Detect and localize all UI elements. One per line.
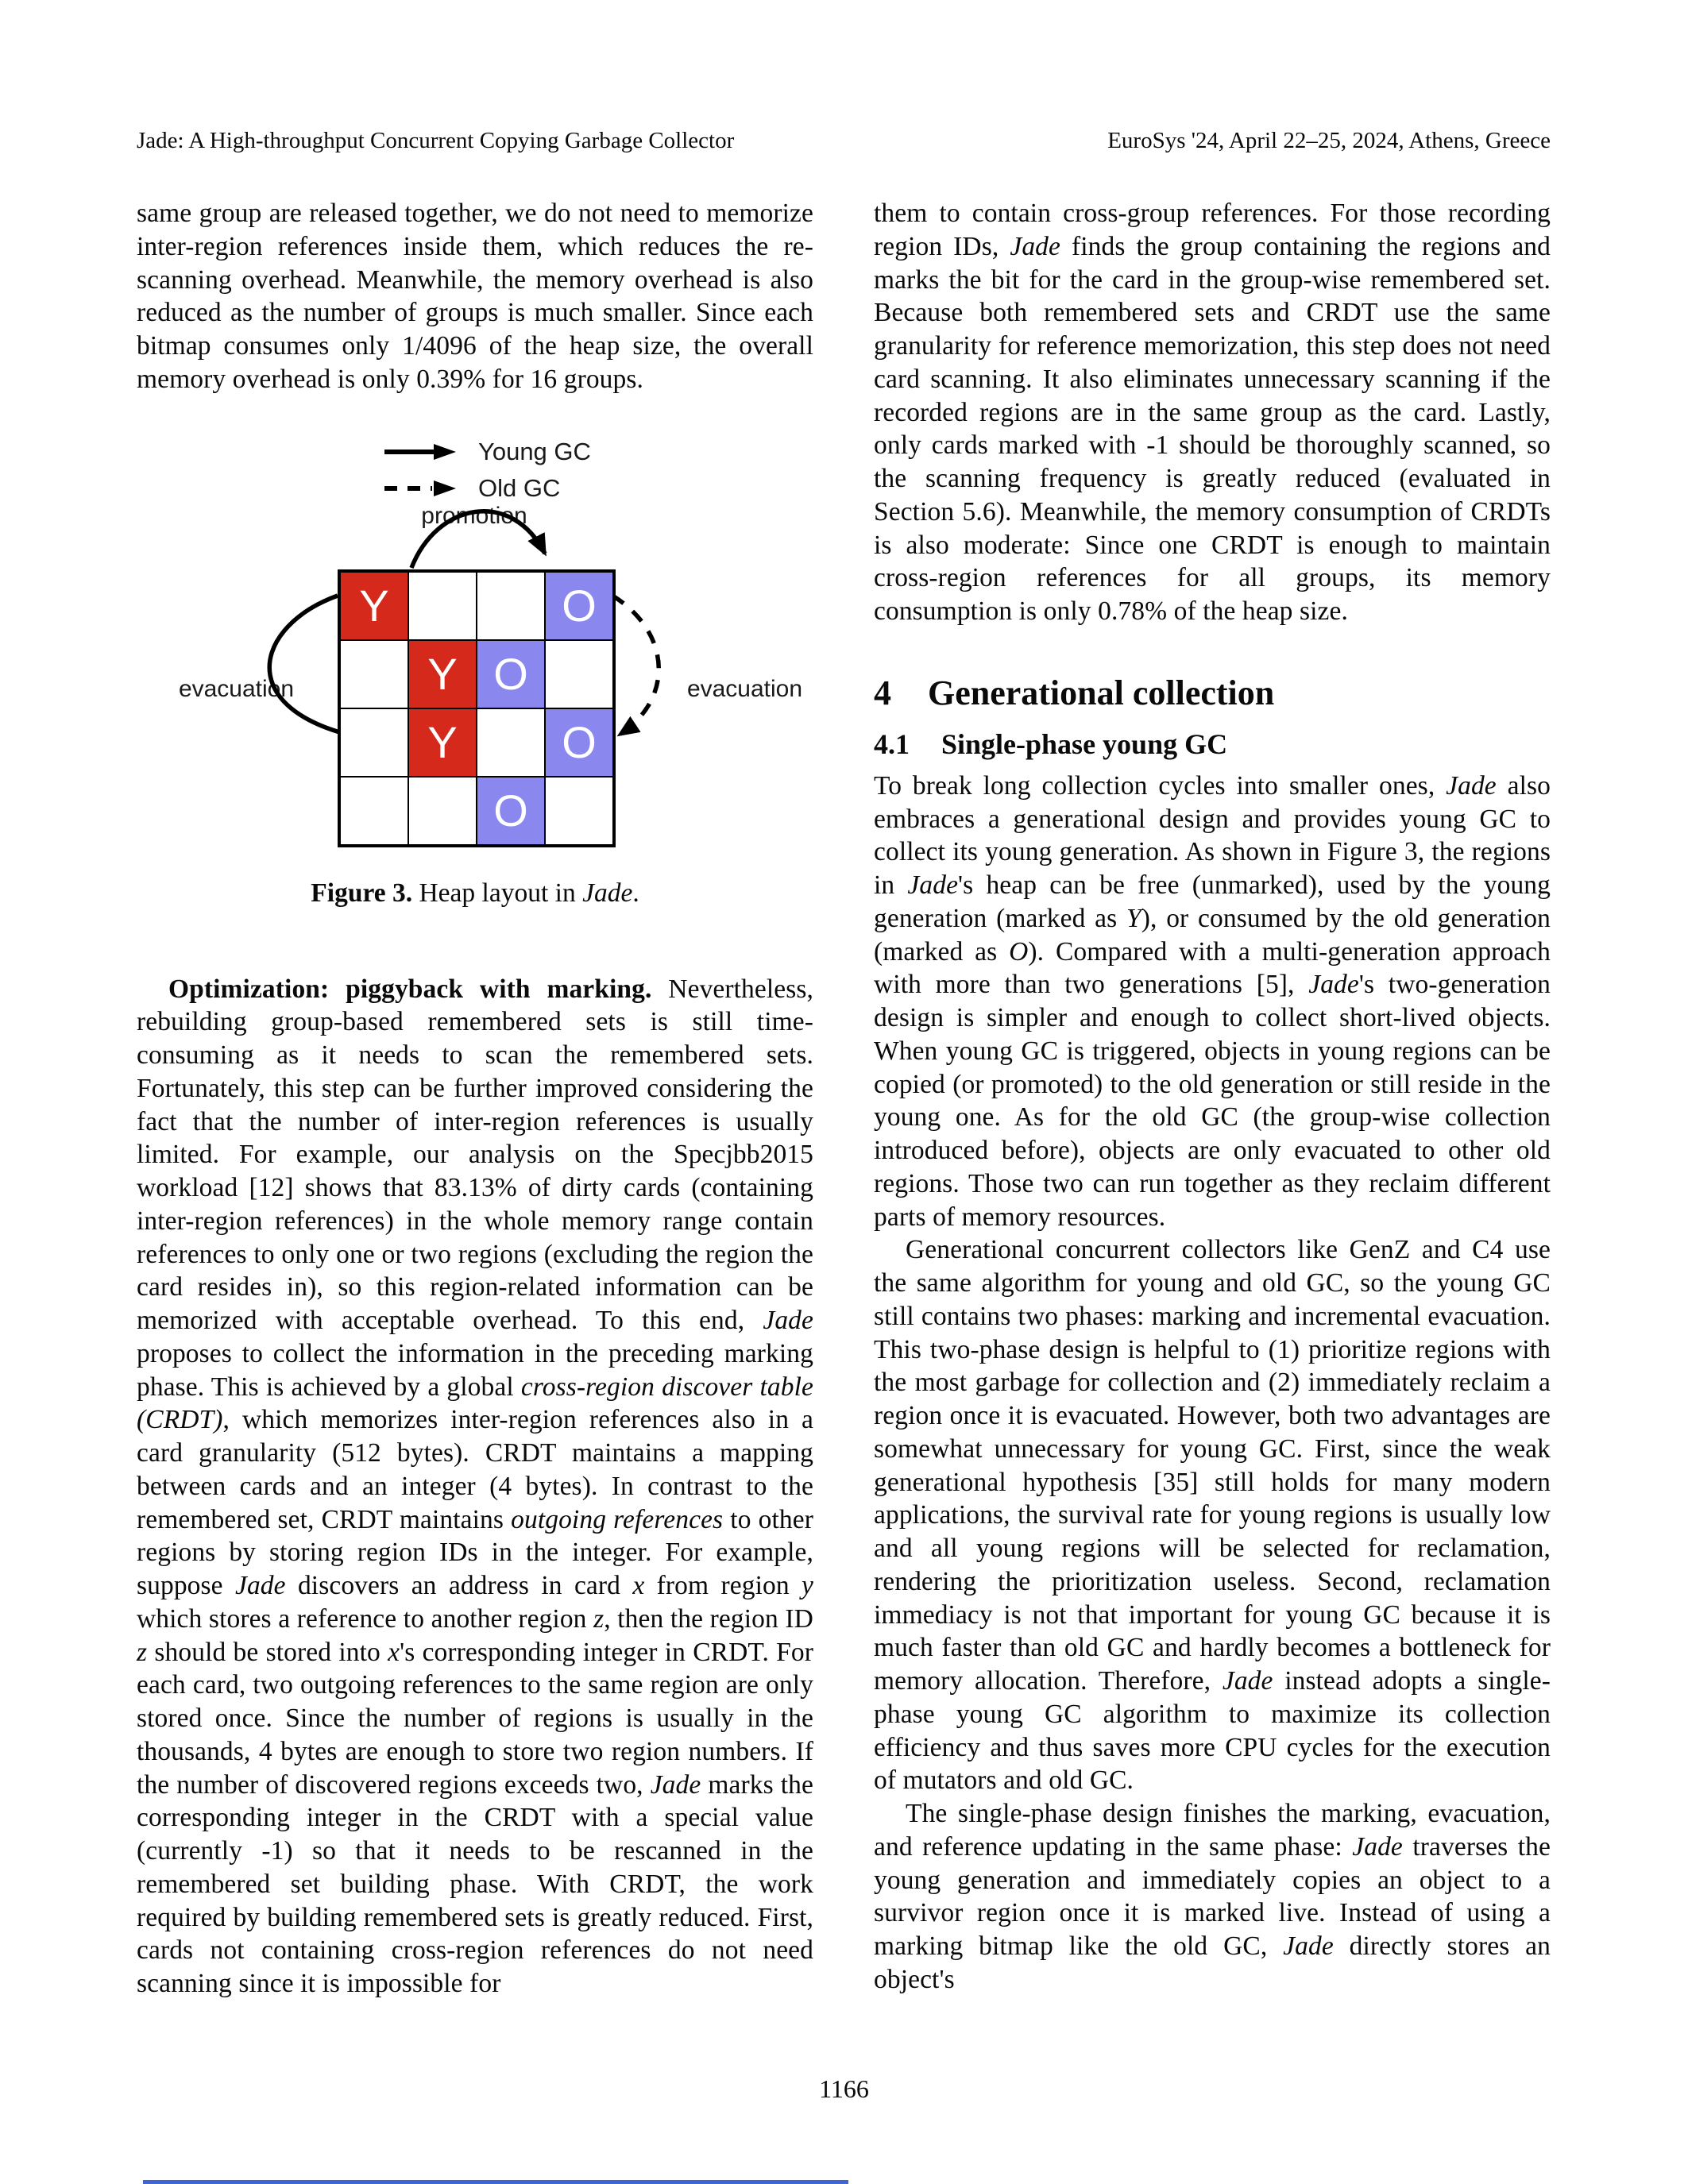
paragraph-cross-group: them to contain cross-group references. For those recording region IDs, Jade finds the group containing the regions and marks the bit for the card in the group-wise remembered set. Because both remembered sets and CRDT use the same granularity for reference memorization, this step does not need card scanning. It also eliminates unnecessary scanning if the recorded regions are in the same group as the card. Lastly, only cards marked with -1 should be thoroughly scanned, so the scanning frequency is greatly reduced (evaluated in Section 5.6). Meanwhile, the memory consumption of CRDTs is also moderate: Since one CRDT is enough to maintain cross-region references for all groups, its memory consumption is only 0.78% of the heap size.: [874, 199, 1551, 626]
section-number: 4: [874, 673, 891, 712]
old-region-cell: O: [477, 640, 545, 708]
subsection-heading-4-1: [874, 727, 1551, 762]
section-title: Generational collection: [928, 673, 1275, 712]
old-region-cell: O: [545, 708, 613, 777]
subsection-title: Single-phase young GC: [941, 727, 1228, 760]
paragraph-memory-overhead: same group are released together, we do not need to memorize inter-region references inside them, which reduces the re-scanning overhead. Meanwhile, the memory overhead is also reduced as the number of groups is much smaller. Since each bitmap consumes only 1/4096 of the heap size, the overall memory overhead is only 0.39% for 16 groups.: [137, 199, 813, 394]
legend-label-young-gc: Young GC: [478, 437, 591, 465]
figure-3-caption: Figure 3. Heap layout in Jade.: [311, 878, 639, 908]
free-region-cell: [545, 640, 613, 708]
right-column: [874, 197, 1551, 1997]
bottom-edge-bar: [143, 2180, 848, 2184]
young-region-cell: Y: [340, 572, 408, 640]
paragraph-optimization: Optimization: piggyback with marking. Nevertheless, rebuilding group-based remembered sets is still time-consuming as it needs to scan the remembered sets. Fortunately, this step can be further improved considering the fact that the number of inter-region references is usually limited. For example, our analysis on the Specjbb2015 workload [12] shows that 83.13% of dirty cards (containing inter-region references) in the whole memory range contain references to only one or two regions (excluding the region the card resides in), so this region-related information can be memorized with acceptable overhead. To this end, Jade proposes to collect the information in the preceding marking phase. This is achieved by a global cross-region discover table (CRDT), which memorizes inter-region references also in a card granularity (512 bytes). CRDT maintains a mapping between cards and an integer (4 bytes). In contrast to the remembered set, CRDT maintains outgoing references to other regions by storing region IDs in the integer. For example, suppose Jade discovers an address in card x from region y which stores a reference to another region z, then the region ID z should be stored into x's corresponding integer in CRDT. For each card, two outgoing references to the same region are only stored once. Since the number of regions is usually in the thousands, 4 bytes are enough to store two region numbers. If the number of discovered regions exceeds two, Jade marks the corresponding integer in the CRDT with a special value (currently -1) so that it needs to be rescanned in the remembered set building phase. With CRDT, the work required by building remembered sets is greatly reduced. First, cards not containing cross-region references do not need scanning since it is impossible for: [137, 974, 813, 1998]
free-region-cell: [340, 708, 408, 777]
subsection-number: 4.1: [874, 727, 910, 760]
page-number: 1166: [819, 2074, 869, 2103]
legend-label-old-gc: Old GC: [478, 473, 561, 502]
free-region-cell: [477, 572, 545, 640]
evacuation-right-label: evacuation: [686, 675, 803, 702]
paper-title-header: Jade: A High-throughput Concurrent Copying Garbage Collector: [137, 128, 735, 153]
paragraph-single-phase: The single-phase design finishes the marking, evacuation, and reference updating in the same phase: Jade traverses the young generation and immediately copies an object to a survivor region once it is marked live. Instead of using a marking bitmap like the old GC, Jade directly stores an object's: [874, 1799, 1551, 1994]
running-header: [137, 127, 1551, 154]
figure-3: [137, 403, 813, 911]
paragraph-young-gc-intro: To break long collection cycles into smaller ones, Jade also embraces a generational design and provides young GC to collect its young generation. As shown in Figure 3, the regions in Jade's heap can be free (unmarked), used by the young generation (marked as Y), or consumed by the old generation (marked as O). Compared with a multi-generation approach with more than two generations [5], Jade's two-generation design is simpler and enough to collect short-lived objects. When young GC is triggered, objects in young regions can be copied (or promoted) to the old generation or still reside in the young one. As for the old GC (the group-wise collection introduced before), objects are only evacuated to other old regions. Those two can run together as they reclaim different parts of memory resources.: [874, 770, 1551, 1232]
evacuation-right-arrow: [612, 596, 659, 735]
figure-3-canvas: [137, 403, 813, 863]
young-region-cell: Y: [408, 708, 477, 777]
paragraph-two-phase: Generational concurrent collectors like GenZ and C4 use the same algorithm for young and old GC, so the young GC still contains two phases: marking and incremental evacuation. This two-phase design is helpful to (1) prioritize regions with the most garbage for collection and (2) immediately reclaim a region once it is evacuated. However, both two advantages are somewhat unnecessary for young GC. First, since the weak generational hypothesis [35] still holds for many modern applications, the survival rate for young regions is usually low and all young regions will be selected for reclamation, rendering the prioritization useless. Second, reclamation immediacy is not that important for young GC because it is much faster than old GC and hardly becomes a bottleneck for memory allocation. Therefore, Jade instead adopts a single-phase young GC algorithm to maximize its collection efficiency and thus saves more CPU cycles for the execution of mutators and old GC.: [874, 1235, 1551, 1796]
free-region-cell: [477, 708, 545, 777]
free-region-cell: [545, 777, 613, 845]
old-region-cell: O: [477, 777, 545, 845]
free-region-cell: [340, 640, 408, 708]
young-region-cell: Y: [408, 640, 477, 708]
conference-header: EuroSys '24, April 22–25, 2024, Athens, Greece: [1107, 128, 1551, 153]
promotion-arrow: [411, 511, 545, 567]
heap-grid: [338, 569, 616, 847]
old-region-cell: O: [545, 572, 613, 640]
promotion-label: promotion: [421, 502, 527, 529]
left-column: [137, 197, 813, 2001]
free-region-cell: [340, 777, 408, 845]
free-region-cell: [408, 777, 477, 845]
evacuation-left-label: evacuation: [178, 675, 295, 702]
section-heading-4: [874, 673, 1551, 714]
free-region-cell: [408, 572, 477, 640]
